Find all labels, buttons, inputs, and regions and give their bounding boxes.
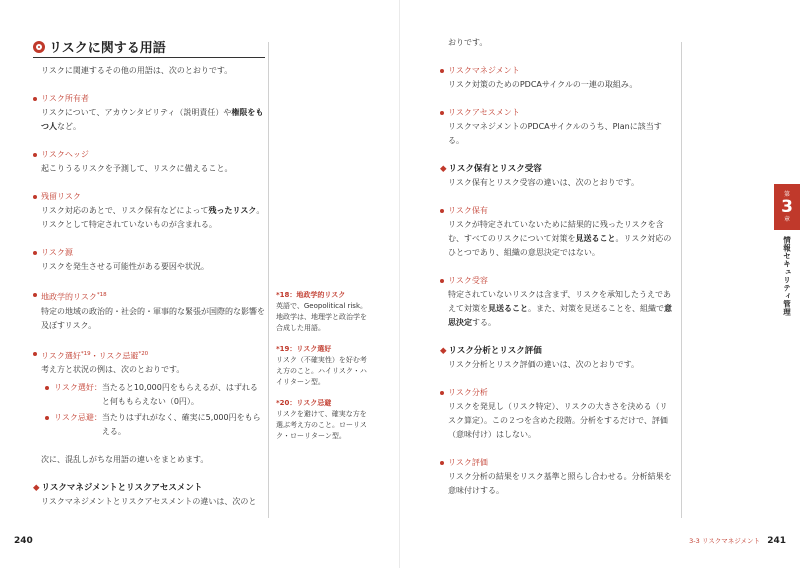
subsection-heading: ◆ リスク保有とリスク受容	[440, 164, 542, 174]
subsection	[33, 481, 265, 509]
example-list	[33, 381, 265, 439]
subsection-body: リスク分析とリスク評価の違いは、次のとおりです。	[448, 360, 640, 369]
subsection-heading: ◆ リスク分析とリスク評価	[440, 346, 542, 356]
chapter-tab[interactable]	[774, 184, 800, 316]
intro-text: リスクに関連するその他の用語は、次のとおりです。	[41, 66, 233, 75]
running-footer: 3-3 リスクマネジメント	[689, 537, 760, 545]
right-column	[440, 36, 672, 498]
term-heading: リスクヘッジ	[41, 150, 89, 159]
term-heading: リスク分析	[448, 388, 488, 397]
term-entry	[33, 190, 265, 232]
diamond-icon: ◆	[33, 483, 40, 494]
term-entry	[33, 288, 265, 333]
term-entry	[440, 456, 672, 498]
term-body: リスクが特定されていないために結果的に残ったリスクを含む、すべてのリスクについて対策を見送ること。リスク対応のひとつであり、組織の意思決定ではない。	[448, 220, 672, 257]
term-entry	[440, 64, 672, 92]
term-heading: リスク保有	[448, 206, 488, 215]
list-item: リスク忌避： 当たりはずれがなく、確実に5,000円をもらえる。	[45, 411, 265, 439]
term-heading: リスクマネジメント	[448, 66, 520, 75]
term-heading: 地政学的リスク	[41, 292, 97, 302]
term-body: リスクについて、アカウンタビリティ（説明責任）や権限をもつ人など。	[41, 108, 264, 131]
bullet-icon	[33, 251, 37, 255]
side-note: *20：リスク忌避 リスクを避けて、確実な方を選ぶ考え方のこと。ローリスク・ローリターン型。	[276, 399, 367, 440]
page-number: 241	[767, 536, 786, 546]
bullet-icon	[33, 97, 37, 101]
term-body: リスクを発見し（リスク特定）、リスクの大きさを決める（リスク算定）。この２つを含めた段階。分析をするだけで、評価（意味付け）はしない。	[448, 402, 668, 439]
subsection-body: リスクマネジメントとリスクアセスメントの違いは、次のと	[41, 497, 257, 507]
term-heading: リスク源	[41, 248, 73, 257]
term-entry	[33, 148, 265, 176]
bullet-icon	[33, 195, 37, 199]
term-body: リスク対応のあとで、リスク保有などによって残ったリスク。リスクとして特定されていないものが含まれる。	[41, 206, 265, 229]
term-heading: リスク受容	[448, 276, 488, 285]
outro-text: 次に、混乱しがちな用語の違いをまとめます。	[41, 455, 209, 465]
bullet-icon	[440, 279, 444, 283]
term-body: リスク対策のためのPDCAサイクルの一連の取組み。	[448, 80, 638, 89]
bullet-icon	[33, 293, 37, 297]
term-heading: リスク所有者	[41, 94, 89, 103]
term-entry: リスク選好$^{*19}$・リスク忌避$^{*20}$ 考え方と状況の例は、次のとおりです。 リスク選好： 当たると10,000円をもらえるが、はずれると何ももらえない（0円）。 リスク忌避： 当たりはずれがなく、確実に5,000円をもらえる。	[33, 347, 265, 440]
bullet-icon	[440, 391, 444, 395]
bullet-icon	[45, 386, 49, 390]
term-body: リスクを発生させる可能性がある要因や状況。	[41, 262, 209, 271]
term-body: リスクマネジメントのPDCAサイクルのうち、Planに該当する。	[448, 122, 662, 145]
term-entry	[440, 204, 672, 260]
term-entry	[440, 106, 672, 148]
column-divider	[681, 42, 682, 518]
section-title-text: リスクに関する用語	[49, 41, 166, 56]
subsection-body: リスク保有とリスク受容の違いは、次のとおりです。	[448, 178, 640, 187]
side-note: *18：地政学的リスク 英語で、Geopolitical risk。地政学は、地理学と政治学を合成した用語。	[276, 291, 368, 332]
bullet-icon	[440, 209, 444, 213]
term-entry	[440, 274, 672, 330]
bullet-icon	[440, 461, 444, 465]
bullet-icon	[440, 111, 444, 115]
term-entry	[33, 92, 265, 134]
term-entry	[440, 386, 672, 442]
term-entry	[33, 246, 265, 274]
term-heading: リスク忌避	[98, 351, 139, 361]
left-column	[33, 36, 265, 509]
term-heading: 残留リスク	[41, 192, 81, 201]
footnote-ref[interactable]: *19	[80, 350, 91, 357]
right-page	[400, 0, 800, 568]
continuation-text: おりです。	[448, 38, 488, 47]
term-body: リスク分析の結果をリスク基準と照らし合わせる。分析結果を意味付けする。	[448, 472, 672, 495]
column-divider	[268, 42, 269, 518]
term-body: 考え方と状況の例は、次のとおりです。	[41, 365, 185, 375]
bullet-icon	[440, 69, 444, 73]
term-body: 特定の地域の政治的・社会的・軍事的な緊張が国際的な影響を及ぼすリスク。	[41, 306, 265, 330]
term-heading: リスクアセスメント	[448, 108, 520, 117]
target-circle-icon	[33, 41, 45, 53]
bullet-icon	[33, 153, 37, 157]
subsection	[440, 344, 672, 372]
list-item: リスク選好： 当たると10,000円をもらえるが、はずれると何ももらえない（0円）。	[45, 381, 265, 409]
term-heading: リスク評価	[448, 458, 488, 467]
side-notes	[276, 290, 368, 452]
chapter-number: 3	[781, 197, 793, 217]
chapter-label: 情報セキュリティ管理	[782, 236, 792, 316]
term-body: 特定されていないリスクは含まず、リスクを承知したうえであえて対策を見送ること。また、対策を見送ることを、組織で意思決定する。	[448, 290, 672, 327]
bullet-icon	[33, 352, 37, 356]
chapter-number-box: 第 3 章	[774, 184, 800, 230]
diamond-icon: ◆	[440, 346, 447, 356]
subsection-heading: ◆ リスクマネジメントとリスクアセスメント	[33, 483, 203, 494]
term-body: 起こりうるリスクを予測して、リスクに備えること。	[41, 164, 233, 173]
bullet-icon	[45, 416, 49, 420]
footnote-ref[interactable]: *20	[138, 350, 149, 357]
term-heading: リスク選好	[41, 351, 81, 361]
diamond-icon: ◆	[440, 164, 447, 174]
side-note: *19：リスク選好 リスク（不確実性）を好む考え方のこと。ハイリスク・ハイリターン型。	[276, 345, 367, 386]
footnote-ref[interactable]: *18	[96, 292, 107, 298]
page-number: 240	[14, 536, 33, 546]
subsection	[440, 162, 672, 190]
section-title	[33, 36, 265, 58]
